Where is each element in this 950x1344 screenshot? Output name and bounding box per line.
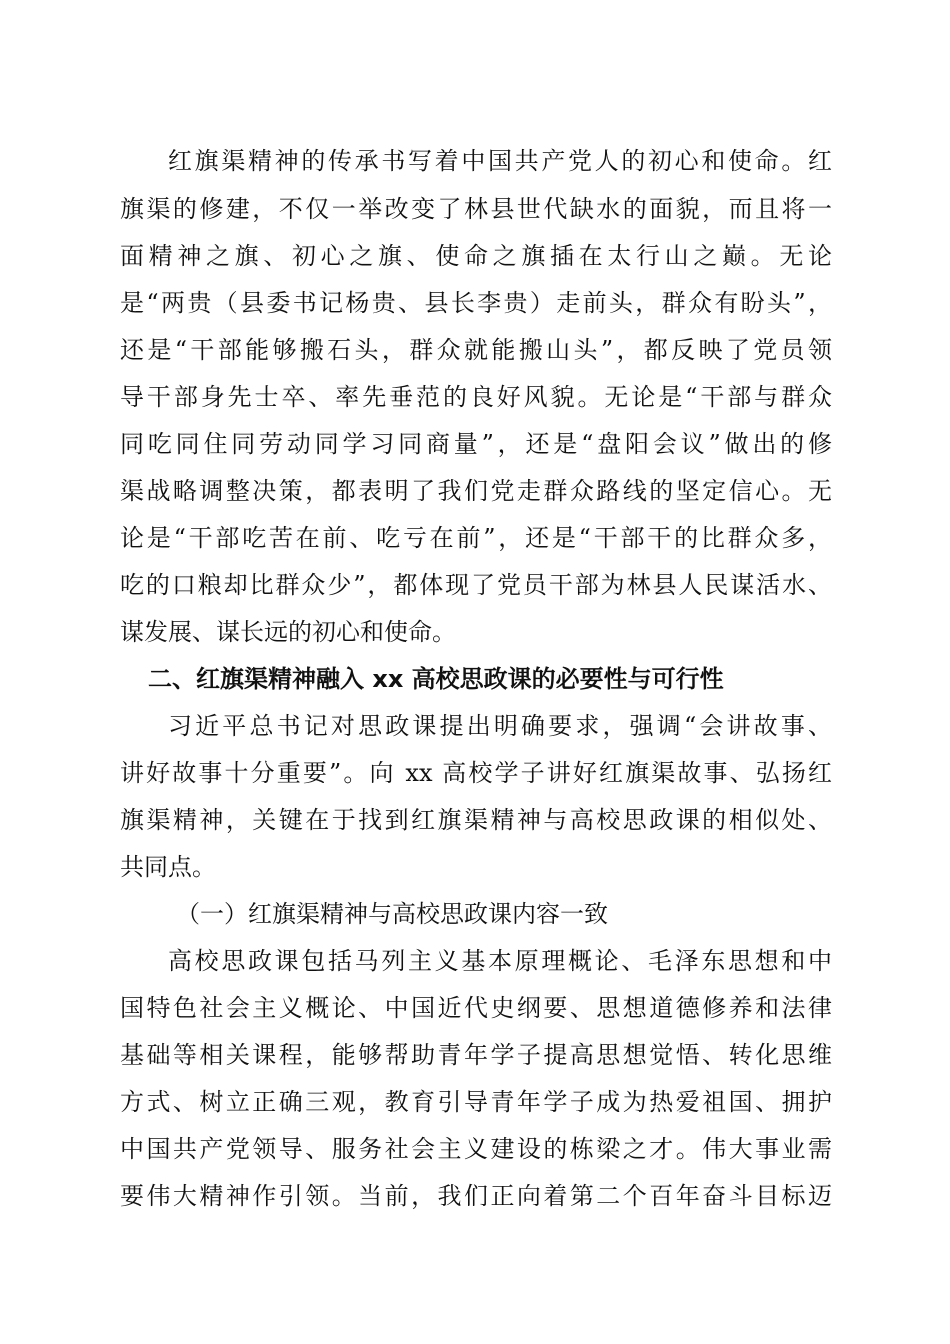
paragraph-line: 同吃同住同劳动同学习同商量”，还是“盘阳会议”做出的修 <box>120 430 832 458</box>
paragraph-line: 旗渠的修建，不仅一举改变了林县世代缺水的面貌，而且将一 <box>120 195 832 223</box>
paragraph-line: 面精神之旗、初心之旗、使命之旗插在太行山之巅。无论 <box>120 242 832 270</box>
paragraph-line: 高校思政课包括马列主义基本原理概论、毛泽东思想和中 <box>168 947 832 975</box>
paragraph-line: 共同点。 <box>120 853 216 881</box>
paragraph-line: 还是“干部能够搬石头，群众就能搬山头”，都反映了党员领 <box>120 336 832 364</box>
paragraph-line: 渠战略调整决策，都表明了我们党走群众路线的坚定信心。无 <box>120 477 832 505</box>
paragraph-line: 导干部身先士卒、率先垂范的良好风貌。无论是“干部与群众 <box>120 383 832 411</box>
section-heading: 二、红旗渠精神融入 xx 高校思政课的必要性与可行性 <box>148 665 724 693</box>
paragraph-line: 方式、树立正确三观，教育引导青年学子成为热爱祖国、拥护 <box>120 1088 832 1116</box>
paragraph-line: 讲好故事十分重要”。向 xx 高校学子讲好红旗渠故事、弘扬红 <box>120 759 832 787</box>
paragraph-line: 中国共产党领导、服务社会主义建设的栋梁之才。伟大事业需 <box>120 1135 832 1163</box>
paragraph-line: 论是“干部吃苦在前、吃亏在前”，还是“干部干的比群众多， <box>120 524 832 552</box>
subsection-heading: （一）红旗渠精神与高校思政课内容一致 <box>176 900 608 928</box>
paragraph-line: 基础等相关课程，能够帮助青年学子提高思想觉悟、转化思维 <box>120 1041 832 1069</box>
paragraph-line: 习近平总书记对思政课提出明确要求，强调“会讲故事、 <box>168 712 832 740</box>
paragraph-line: 要伟大精神作引领。当前，我们正向着第二个百年奋斗目标迈 <box>120 1182 832 1210</box>
paragraph-line: 是“两贵（县委书记杨贵、县长李贵）走前头，群众有盼头”， <box>120 289 832 317</box>
paragraph-line: 旗渠精神，关键在于找到红旗渠精神与高校思政课的相似处、 <box>120 806 832 834</box>
paragraph-line: 国特色社会主义概论、中国近代史纲要、思想道德修养和法律 <box>120 994 832 1022</box>
paragraph-line: 谋发展、谋长远的初心和使命。 <box>120 618 456 646</box>
paragraph-line: 吃的口粮却比群众少”，都体现了党员干部为林县人民谋活水、 <box>120 571 832 599</box>
paragraph-line: 红旗渠精神的传承书写着中国共产党人的初心和使命。红 <box>168 147 832 175</box>
